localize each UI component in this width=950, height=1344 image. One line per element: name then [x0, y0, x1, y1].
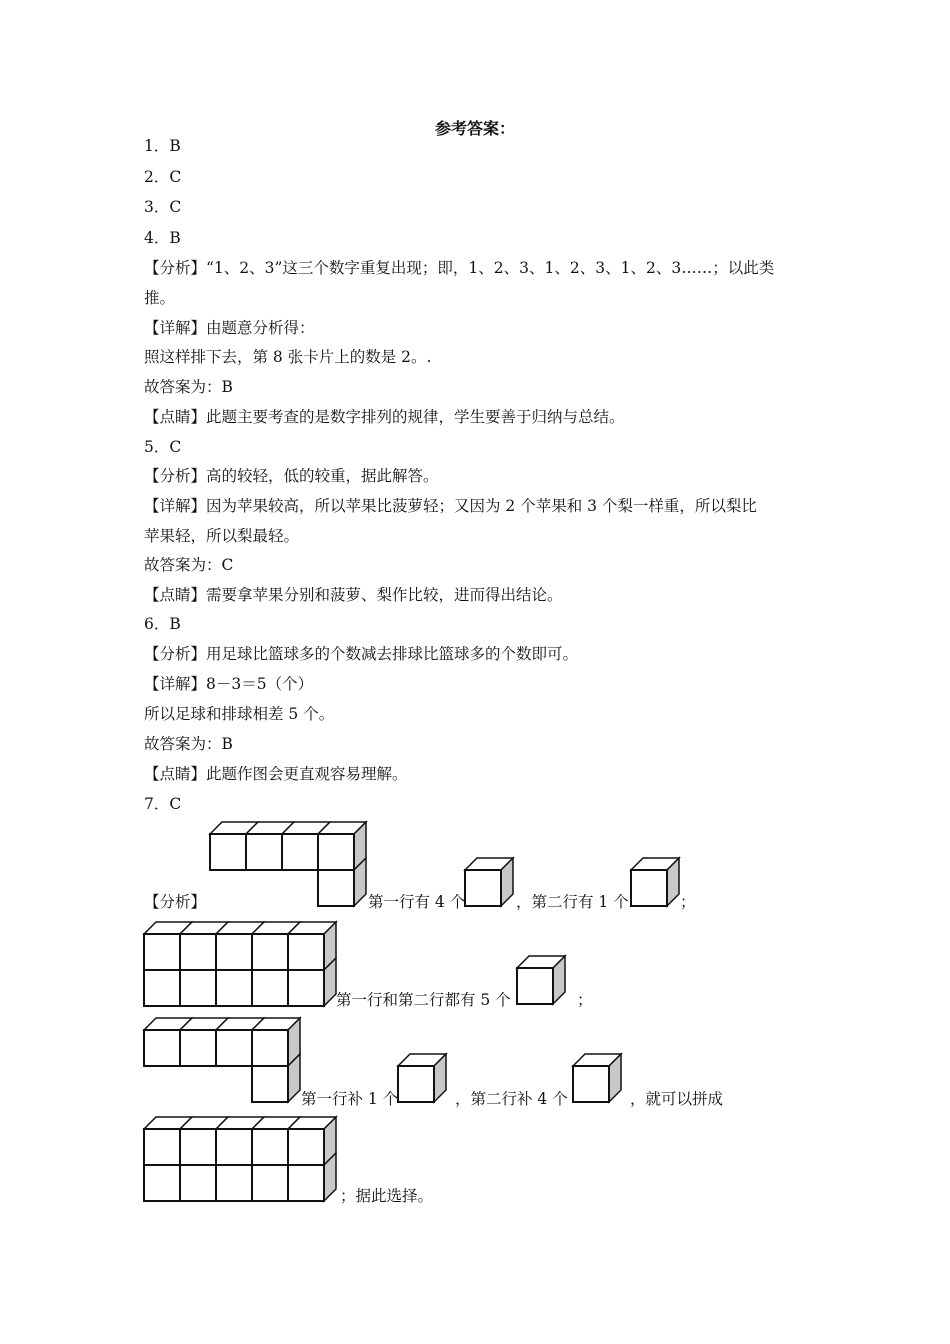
q7-row2-text-b: ；: [577, 991, 593, 1009]
q6-comment: 【点睛】此题作图会更直观容易理解。: [144, 765, 408, 783]
q7-row3-text-c: ，就可以拼成: [630, 1090, 724, 1108]
cube-front-face: [246, 834, 282, 870]
q6-detail-line-1: 【详解】8－3＝5（个）: [144, 675, 314, 693]
q7-row3-text-a: 第一行补 1 个: [301, 1090, 399, 1108]
unit-cube: [180, 1165, 216, 1201]
cube-front-face: [180, 1165, 216, 1201]
single-cube-icon: [631, 858, 687, 910]
answer-2: 2．C: [144, 168, 182, 186]
cube-front-face: [252, 934, 288, 970]
cube-front-face: [252, 1129, 288, 1165]
unit-cube: [465, 858, 513, 906]
single-cube-icon: [573, 1054, 629, 1106]
cube-front-face: [465, 870, 501, 906]
q6-detail-line-2: 所以足球和排球相差 5 个。: [144, 705, 335, 723]
cube-front-face: [282, 834, 318, 870]
unit-cube: [318, 822, 366, 870]
cube-front-face: [252, 970, 288, 1006]
q7-row1-text-a: 第一行有 4 个: [368, 893, 466, 911]
cube-figure-5-by-2: [144, 1117, 344, 1203]
cube-front-face: [180, 934, 216, 970]
cube-front-face: [216, 934, 252, 970]
answer-6: 6．B: [144, 615, 181, 633]
cube-front-face: [631, 870, 667, 906]
cube-front-face: [144, 970, 180, 1006]
cube-front-face: [252, 1030, 288, 1066]
cube-front-face: [288, 934, 324, 970]
unit-cube: [180, 970, 216, 1006]
unit-cube: [398, 1054, 446, 1102]
unit-cube: [252, 1018, 300, 1066]
cube-figure-4-plus-1: [210, 822, 370, 912]
q5-analysis: 【分析】高的较轻，低的较重，据此解答。: [144, 467, 439, 485]
cube-front-face: [288, 1129, 324, 1165]
answer-4: 4．B: [144, 229, 181, 247]
cube-front-face: [144, 1030, 180, 1066]
q7-row1-text-b: ，第二行有 1 个: [516, 893, 629, 911]
single-cube-icon: [517, 956, 573, 1008]
unit-cube: [288, 1117, 336, 1165]
unit-cube: [573, 1054, 621, 1102]
unit-cube: [631, 858, 679, 906]
unit-cube: [216, 970, 252, 1006]
cube-front-face: [252, 1066, 288, 1102]
q4-detail-line-1: 【详解】由题意分析得：: [144, 319, 315, 337]
unit-cube: [144, 1165, 180, 1201]
q4-comment: 【点睛】此题主要考查的是数字排列的规律，学生要善于归纳与总结。: [144, 408, 625, 426]
unit-cube: [252, 970, 288, 1006]
cube-front-face: [216, 1165, 252, 1201]
cube-figure-4-plus-1: [144, 1018, 304, 1108]
cube-front-face: [144, 1165, 180, 1201]
q7-row1-text-c: ；: [680, 893, 696, 911]
cube-front-face: [180, 1030, 216, 1066]
q7-row4-text: ；据此选择。: [340, 1187, 434, 1205]
cube-front-face: [144, 1129, 180, 1165]
cube-front-face: [517, 968, 553, 1004]
unit-cube: [288, 922, 336, 970]
cube-front-face: [318, 834, 354, 870]
cube-front-face: [398, 1066, 434, 1102]
cube-front-face: [216, 1129, 252, 1165]
answer-7: 7．C: [144, 795, 182, 813]
q6-answer: 故答案为：B: [144, 735, 233, 753]
q4-answer: 故答案为：B: [144, 378, 233, 396]
cube-front-face: [180, 970, 216, 1006]
cube-front-face: [144, 934, 180, 970]
cube-front-face: [216, 970, 252, 1006]
page-title: 参考答案：: [434, 119, 515, 138]
cube-front-face: [288, 1165, 324, 1201]
cube-front-face: [252, 1165, 288, 1201]
q4-analysis-line-2: 推。: [144, 289, 176, 307]
answer-3: 3．C: [144, 198, 182, 216]
q5-detail-line-2: 苹果轻，所以梨最轻。: [144, 527, 300, 545]
q4-analysis-line-1: 【分析】“1、2、3”这三个数字重复出现；即，1、2、3、1、2、3、1、2、3……；以此类: [144, 259, 775, 277]
unit-cube: [144, 970, 180, 1006]
unit-cube: [216, 1165, 252, 1201]
cube-front-face: [210, 834, 246, 870]
q6-analysis: 【分析】用足球比篮球多的个数减去排球比篮球多的个数即可。: [144, 645, 579, 663]
q4-detail-line-2: 照这样排下去，第 8 张卡片上的数是 2。.: [144, 348, 432, 366]
cube-front-face: [216, 1030, 252, 1066]
q5-answer: 故答案为：C: [144, 556, 234, 574]
cube-figure-5-by-2: [144, 922, 344, 1008]
q5-comment: 【点睛】需要拿苹果分别和菠萝、梨作比较，进而得出结论。: [144, 586, 563, 604]
q5-detail-line-1: 【详解】因为苹果较高，所以苹果比菠萝轻；又因为 2 个苹果和 3 个梨一样重，所以梨比: [144, 497, 757, 515]
unit-cube: [517, 956, 565, 1004]
q7-row2-text-a: 第一行和第二行都有 5 个: [336, 991, 511, 1009]
single-cube-icon: [465, 858, 521, 910]
answer-1: 1．B: [144, 137, 181, 155]
q7-row3-text-b: ，第二行补 4 个: [455, 1090, 568, 1108]
cube-front-face: [180, 1129, 216, 1165]
cube-front-face: [288, 970, 324, 1006]
single-cube-icon: [398, 1054, 454, 1106]
cube-front-face: [318, 870, 354, 906]
q7-analysis-label: 【分析】: [144, 893, 207, 911]
unit-cube: [252, 1165, 288, 1201]
answer-5: 5．C: [144, 438, 182, 456]
cube-front-face: [573, 1066, 609, 1102]
